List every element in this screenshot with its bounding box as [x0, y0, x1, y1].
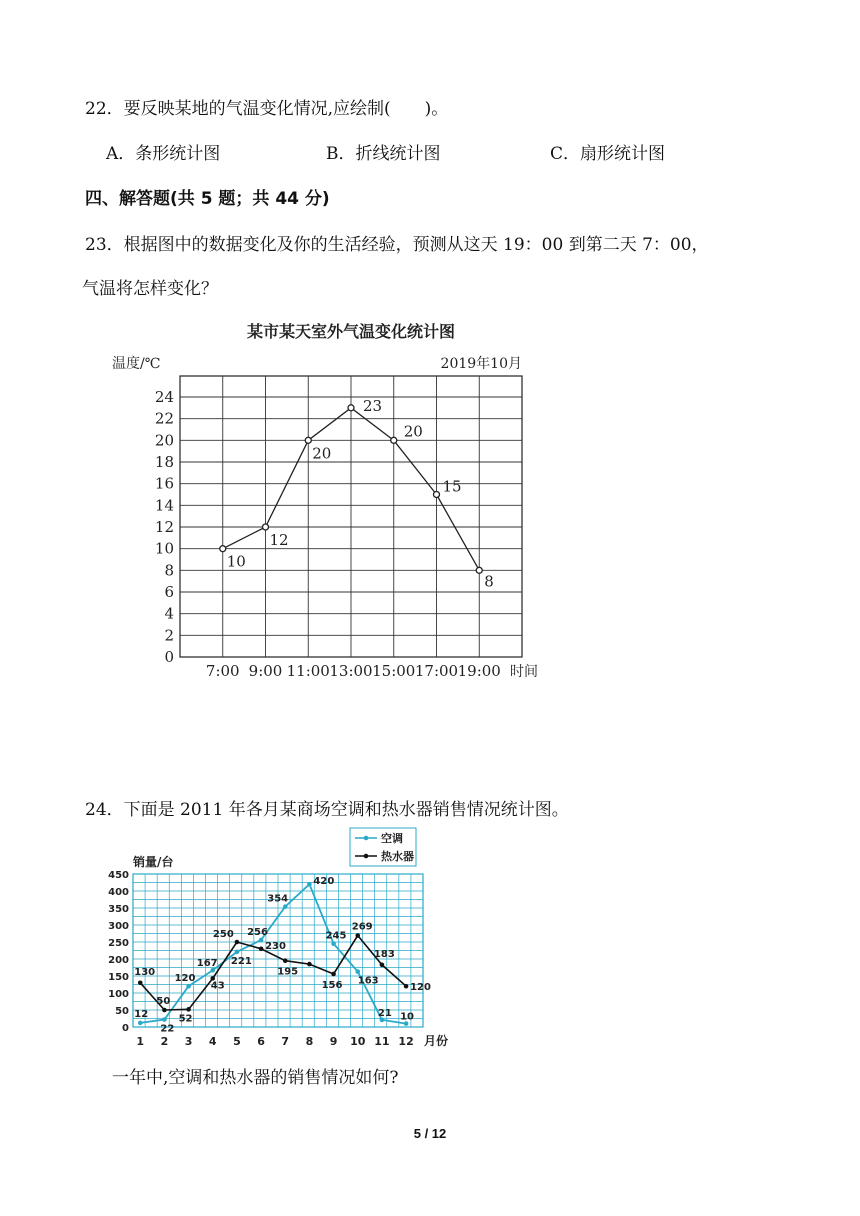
- chart2-point: [283, 904, 288, 909]
- chart1-x-tick: 7:00: [205, 662, 240, 680]
- chart2-point: [162, 1017, 167, 1022]
- chart1-data-label: 12: [269, 531, 289, 549]
- chart2-point: [355, 969, 360, 974]
- chart2-x-tick: 3: [184, 1035, 193, 1048]
- chart1-data-label: 20: [312, 444, 332, 463]
- chart2-point: [259, 938, 264, 943]
- chart2-y-tick: 0: [122, 1023, 129, 1034]
- chart1-y-tick: 6: [164, 583, 174, 601]
- chart2-data-label: 354: [267, 893, 289, 905]
- chart1-y-tick: 4: [164, 604, 174, 623]
- chart2-data-label: 130: [134, 966, 156, 978]
- chart2-point: [307, 962, 312, 967]
- chart2-x-tick: 5: [233, 1035, 241, 1048]
- chart2-point: [186, 1007, 191, 1012]
- question-23-line2: 气温将怎样变化？: [82, 279, 218, 299]
- chart2-data-label: 269: [351, 921, 373, 933]
- chart2-data-label: 167: [196, 958, 218, 970]
- chart1-y-tick: 8: [164, 561, 174, 580]
- chart2-legend: [350, 828, 416, 866]
- chart1-y-tick: 16: [154, 474, 174, 493]
- chart2-xlabel: 月份: [424, 1034, 449, 1048]
- question-24: 24．下面是 2011 年各月某商场空调和热水器销售情况统计图。: [85, 800, 569, 820]
- option-b: B．折线统计图: [326, 144, 441, 164]
- chart2-x-tick: 7: [281, 1035, 290, 1048]
- chart1-y-tick: 0: [164, 648, 174, 666]
- chart2-data-label: 230: [265, 940, 286, 952]
- chart1-y-tick: 24: [154, 388, 174, 406]
- option-a: A．条形统计图: [106, 144, 221, 164]
- chart2-data-label: 250: [212, 929, 234, 940]
- chart2-y-tick: 50: [115, 1006, 129, 1017]
- chart2-x-tick: 11: [374, 1035, 390, 1048]
- chart1-subtitle: 2019年10月: [440, 356, 522, 372]
- chart1-xlabel: 时间: [510, 664, 538, 680]
- section-heading: 四、解答题(共 5 题；共 44 分): [85, 189, 330, 209]
- chart1-y-tick: 22: [154, 409, 174, 428]
- chart2-point: [380, 962, 385, 967]
- chart2-data-label: 256: [247, 926, 268, 938]
- chart1-y-tick: 12: [154, 518, 174, 536]
- chart2-y-tick: 200: [108, 955, 129, 966]
- chart2-point: [235, 940, 240, 945]
- chart2-data-label: 22: [160, 1023, 175, 1035]
- chart2-y-tick: 100: [108, 989, 129, 1000]
- chart2-data-label: 163: [357, 975, 379, 987]
- chart2-data-label: 12: [134, 1008, 149, 1020]
- question-22: 22．要反映某地的气温变化情况,应绘制( )。: [85, 99, 449, 119]
- chart1-data-label: 20: [403, 422, 423, 441]
- chart1-data-label: 10: [226, 552, 246, 571]
- chart2-y-tick: 250: [108, 938, 129, 949]
- chart2-legend-marker: [364, 836, 369, 841]
- chart2-x-tick: 9: [329, 1035, 338, 1048]
- chart2-data-label: 245: [325, 930, 347, 942]
- chart2-data-label: 120: [410, 982, 431, 994]
- chart2-point: [259, 947, 264, 952]
- chart1-ylabel: 温度/℃: [112, 356, 161, 372]
- chart2-x-tick: 6: [257, 1035, 265, 1048]
- chart1-x-tick: 19:00: [457, 662, 501, 680]
- chart2-data-label: 120: [174, 973, 196, 985]
- chart2-x-tick: 4: [208, 1035, 217, 1048]
- chart2-point: [331, 941, 336, 946]
- chart2-point: [355, 933, 360, 938]
- chart2-point: [162, 1008, 167, 1013]
- chart2-data-label: 21: [377, 1007, 392, 1019]
- chart1-x-tick: 17:00: [414, 662, 459, 680]
- chart2-point: [138, 1021, 143, 1026]
- chart2-y-tick: 300: [108, 921, 129, 932]
- chart2-ylabel: 销量/台: [133, 855, 174, 869]
- chart2-data-label: 183: [373, 948, 395, 960]
- chart2-point: [235, 950, 240, 955]
- chart2-y-tick: 350: [108, 904, 129, 915]
- chart2-data-label: 156: [321, 979, 343, 991]
- chart2-point: [307, 882, 312, 887]
- chart1-data-label: 8: [484, 572, 494, 591]
- chart2-y-tick: 400: [108, 887, 129, 898]
- option-c: C．扇形统计图: [550, 144, 666, 164]
- chart2-point: [186, 984, 191, 989]
- chart1-x-tick: 9:00: [248, 662, 283, 680]
- chart1-x-tick: 13:00: [329, 662, 373, 680]
- chart2-x-tick: 2: [160, 1035, 169, 1048]
- chart2-data-label: 43: [210, 980, 225, 992]
- chart1-x-tick: 15:00: [372, 662, 416, 680]
- question-23-line1: 23．根据图中的数据变化及你的生活经验，预测从这天 19：00 到第二天 7：00，: [85, 235, 709, 255]
- chart2-point: [331, 972, 336, 977]
- chart2-data-label: 420: [313, 876, 335, 888]
- chart2-data-label: 195: [277, 966, 299, 978]
- chart2-data-label: 10: [400, 1011, 415, 1023]
- chart1-data-label: 15: [442, 477, 462, 496]
- chart1-y-tick: 2: [164, 626, 174, 645]
- chart2-point: [138, 981, 143, 986]
- chart2-x-tick: 1: [136, 1035, 145, 1048]
- chart2-y-tick: 150: [108, 972, 129, 983]
- chart1-y-tick: 10: [154, 539, 174, 558]
- chart2-legend-label: 热水器: [381, 850, 414, 863]
- chart1-title: 某市某天室外气温变化统计图: [246, 322, 456, 341]
- question-24-prompt: 一年中,空调和热水器的销售情况如何?: [112, 1068, 399, 1088]
- chart1-x-tick: 11:00: [286, 662, 330, 680]
- chart2-y-tick: 450: [108, 870, 129, 881]
- chart2-legend-label: 空调: [381, 832, 403, 845]
- chart2-data-label: 221: [230, 955, 252, 967]
- chart2-point: [283, 958, 288, 963]
- page-number: 5 / 12: [413, 1126, 447, 1141]
- chart2-x-tick: 8: [305, 1035, 314, 1048]
- chart2-x-tick: 10: [350, 1035, 366, 1048]
- chart1-y-tick: 14: [154, 496, 174, 515]
- chart2-x-tick: 12: [398, 1035, 414, 1048]
- chart2-data-label: 52: [178, 1013, 193, 1025]
- chart2-point: [404, 984, 409, 989]
- chart1-data-label: 23: [363, 396, 383, 415]
- chart2-legend-marker: [364, 854, 369, 859]
- chart1-y-tick: 20: [154, 431, 174, 450]
- chart2-data-label: 50: [156, 996, 171, 1007]
- chart1-y-tick: 18: [154, 453, 174, 471]
